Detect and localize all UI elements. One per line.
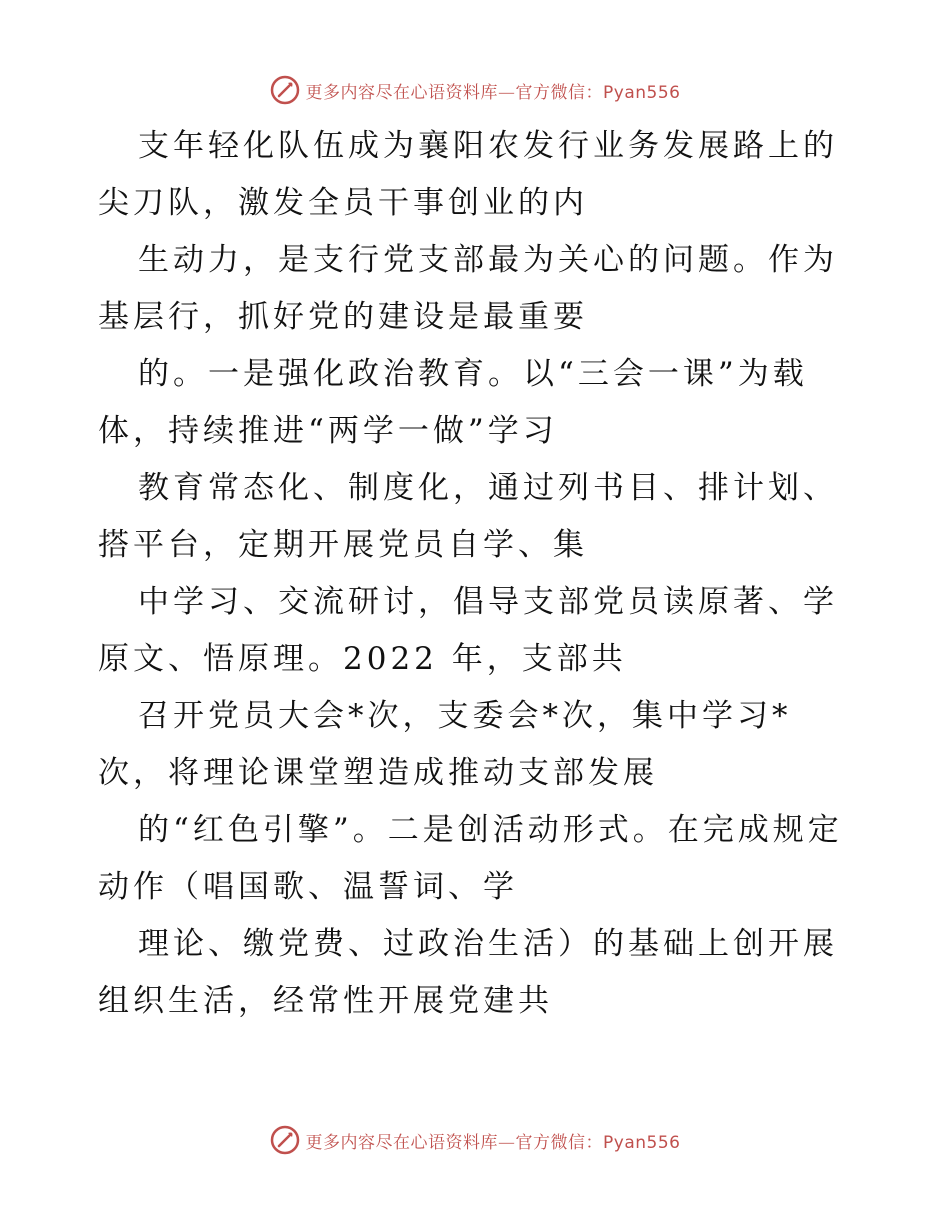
body-paragraph: 召开党员大会*次，支委会*次，集中学习*次，将理论课堂塑造成推动支部发展: [98, 698, 792, 791]
body-paragraph: 支年轻化队伍成为襄阳农发行业务发展路上的尖刀队，激发全员干事创业的内: [98, 128, 838, 221]
body-paragraph: 理论、缴党费、过政治生活）的基础上创开展组织生活，经常性开展党建共: [98, 926, 838, 1019]
feather-pen-logo-icon: [270, 1125, 300, 1155]
body-paragraph: 的“红色引擎”。二是创活动形式。在完成规定动作（唱国歌、温誓词、学: [98, 812, 843, 905]
body-paragraph: 中学习、交流研讨，倡导支部党员读原著、学原文、悟原理。2022 年，支部共: [98, 584, 838, 677]
watermark-text: 更多内容尽在心语资料库—官方微信：Pyan556: [305, 1132, 681, 1153]
header-watermark: [0, 70, 950, 110]
body-paragraph: 的。一是强化政治教育。以“三会一课”为载体，持续推进“两学一做”学习: [98, 356, 808, 449]
body-paragraph: 教育常态化、制度化，通过列书目、排计划、搭平台，定期开展党员自学、集: [98, 470, 838, 563]
footer-watermark: [0, 1120, 950, 1160]
feather-pen-logo-icon: [270, 75, 300, 105]
body-paragraph: 生动力，是支行党支部最为关心的问题。作为基层行，抓好党的建设是最重要: [98, 242, 838, 335]
document-body: [98, 118, 858, 1030]
watermark-text: 更多内容尽在心语资料库—官方微信：Pyan556: [305, 82, 681, 103]
